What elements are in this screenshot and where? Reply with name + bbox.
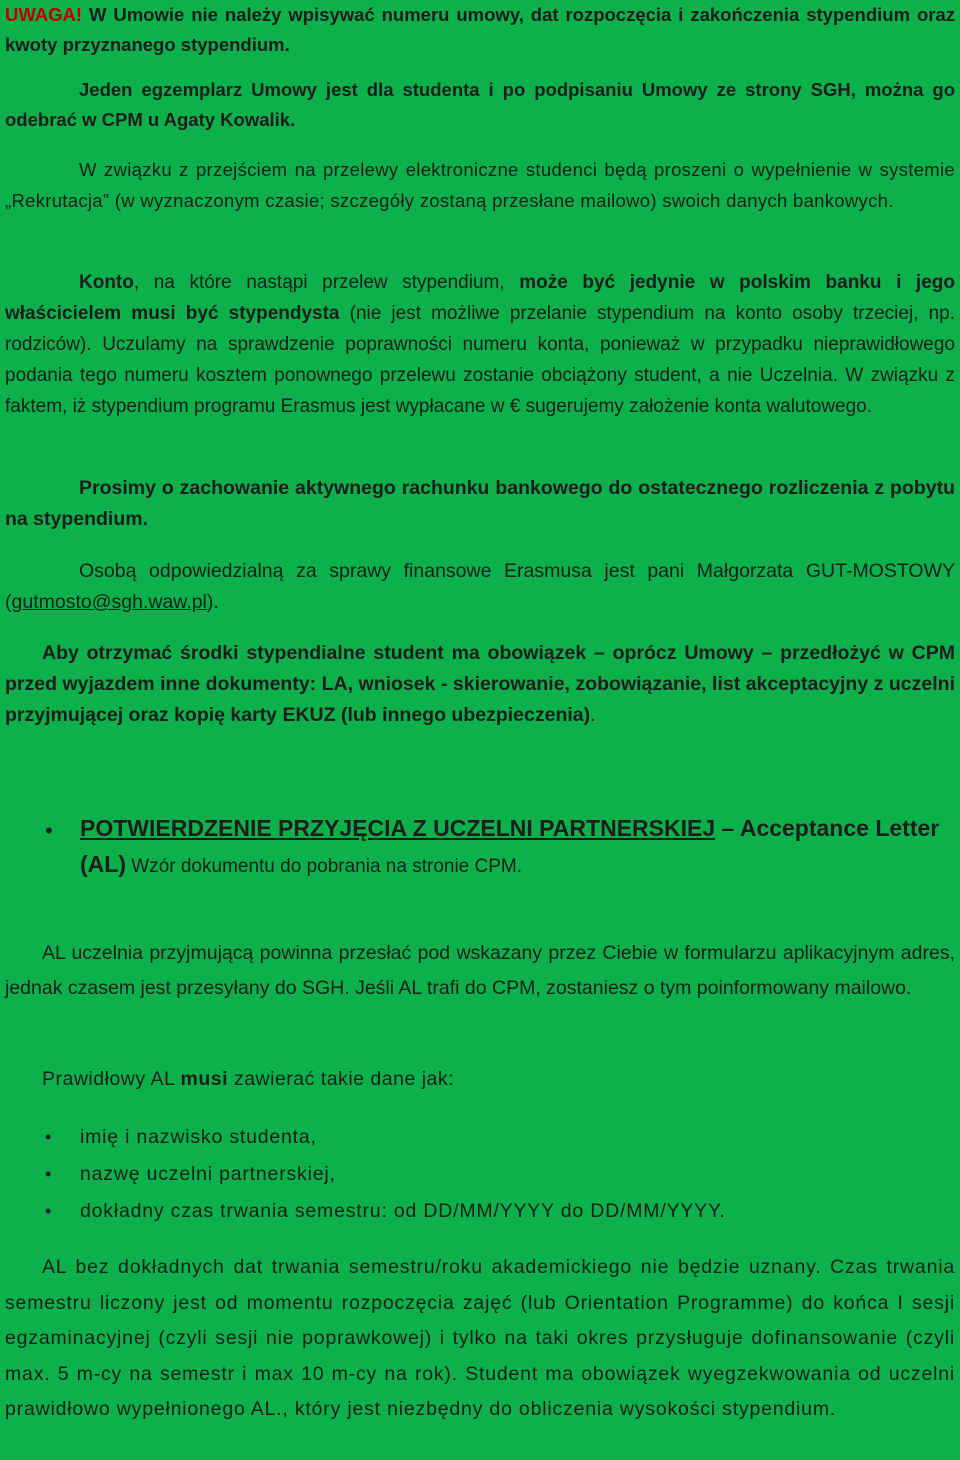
section-title-rest: – Acceptance Letter (AL) — [80, 815, 940, 877]
bullet-icon: • — [45, 1127, 53, 1147]
required-documents-text: Aby otrzymać środki stypendialne student ma obowiązek – oprócz Umowy – przedłożyć w CPM przed wyjazdem inne dokumenty: LA, wniosek - skierowanie, zobowiązanie, list akceptacyjny z uczelni przyjmującej oraz kopię karty EKUZ (lub innego ubezpieczenia) — [5, 642, 955, 726]
section-subtitle: Wzór dokumentu do pobrania na stronie CPM. — [125, 856, 523, 877]
contact-suffix: ). — [206, 591, 219, 613]
account-text-1: , na które nastąpi przelew stypendium, — [133, 272, 520, 293]
required-must: musi — [180, 1068, 229, 1090]
acceptance-letter-heading — [5, 810, 955, 885]
list-item — [5, 1158, 955, 1195]
account-lead: Konto — [79, 272, 134, 293]
required-data-intro — [42, 1064, 942, 1094]
contact-email-link[interactable]: gutmosto@sgh.waw.pl — [11, 591, 207, 613]
warning-paragraph — [5, 0, 955, 60]
section-title-underlined: POTWIERDZENIE PRZYJĘCIA Z UCZELNI PARTNERSKIEJ — [80, 815, 716, 841]
keep-account-note: Prosimy o zachowanie aktywnego rachunku bankowego do ostatecznego rozliczenia z pobytu na stypendium. — [5, 477, 955, 530]
bank-transfer-note: W związku z przejściem na przelewy elektroniczne studenci będą proszeni o wypełnienie w systemie „Rekrutacja” (w wyznaczonym czasie; szczegóły zostaną przesłane mailowo) swoich danych bankowych. — [5, 159, 955, 211]
bank-account-paragraph — [5, 267, 955, 422]
bullet-icon: • — [45, 1201, 53, 1221]
required-before: Prawidłowy AL — [42, 1068, 181, 1090]
warning-text: W Umowie nie należy wpisywać numeru umowy, dat rozpoczęcia i zakończenia stypendium oraz kwoty przyznanego stypendium. — [5, 4, 955, 55]
list-item-text: dokładny czas trwania semestru: od DD/MM/YYYY do DD/MM/YYYY. — [80, 1200, 726, 1222]
list-item — [5, 1195, 955, 1232]
required-data-list — [5, 1121, 955, 1232]
al-intro-paragraph: AL uczelnia przyjmującą powinna przesłać pod wskazany przez Ciebie w formularzu aplikacyjnym adres, jednak czasem jest przesyłany do SGH. Jeśli AL trafi do CPM, zostaniesz o tym poinformowany mailowo. — [5, 942, 955, 999]
contact-paragraph — [5, 556, 955, 618]
list-item — [5, 1121, 955, 1158]
account-text-2: (nie jest możliwe przelanie stypendium na konto osoby trzeciej, np. rodziców). Uczulamy na sprawdzenie poprawności numeru konta, ponieważ w przypadku nieprawidłowego podania tego numeru kosztem ponownego przelewu zostanie obciążony student, a nie Uczelnia. W związku z faktem, iż stypendium programu Erasmus jest wypłacane w € sugerujemy założenie konta walutowego. — [5, 303, 955, 417]
section-title — [80, 810, 955, 885]
bullet-icon: • — [45, 1164, 53, 1184]
required-documents-suffix: . — [590, 704, 596, 726]
al-outro-paragraph: AL bez dokładnych dat trwania semestru/roku akademickiego nie będzie uznany. Czas trwania semestru liczony jest od momentu rozpoczęcia zajęć (lub Orientation Programme) do końca I sesji egzaminacyjnej (czyli sesji nie poprawkowej) i tylko na taki okres przysługuje dofinansowanie (czyli max. 5 m-cy na semestr i max 10 m-cy na rok). Student ma obowiązek wyegzekwowania od uczelni prawidłowo wypełnionego AL., który jest niezbędny do obliczenia wysokości stypendium. — [5, 1256, 955, 1420]
contact-text: Osobą odpowiedzialną za sprawy finansowe Erasmusa jest pani Małgorzata GUT-MOSTOWY ( — [5, 560, 955, 613]
list-item-text: imię i nazwisko studenta, — [80, 1126, 317, 1148]
contract-copy-note: Jeden egzemplarz Umowy jest dla studenta i po podpisaniu Umowy ze strony SGH, można go odebrać w CPM u Agaty Kowalik. — [5, 79, 955, 130]
required-after: zawierać takie dane jak: — [228, 1068, 455, 1090]
required-documents-paragraph — [5, 638, 955, 731]
account-requirement: może być jedynie w polskim banku i jego właścicielem musi być stypendysta — [5, 272, 955, 324]
warning-label: UWAGA! — [5, 4, 83, 25]
list-item-text: nazwę uczelni partnerskiej, — [80, 1163, 336, 1185]
bullet-icon: • — [45, 818, 53, 843]
